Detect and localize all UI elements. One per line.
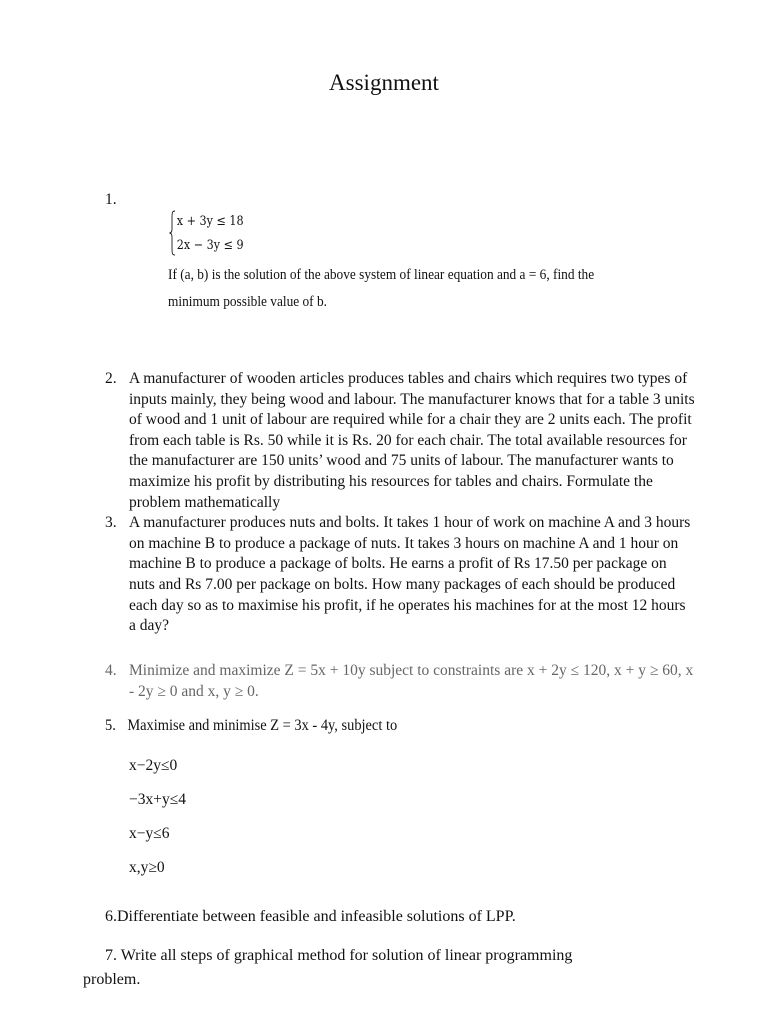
question-5-text: Maximise and minimise Z = 3x - 4y, subject to <box>127 717 398 734</box>
question-5 <box>105 715 397 736</box>
question-1-line: If (a, b) is the solution of the above system of linear equation and a = 6, find the <box>168 267 595 283</box>
question-1-equation-system <box>169 210 244 258</box>
question-5-constraints <box>129 749 186 885</box>
constraint-line: x−y≤6 <box>129 825 170 842</box>
question-3 <box>105 513 695 637</box>
equation-line: x + 3y ≤ 18 <box>176 214 244 229</box>
question-2-number: 2. <box>105 370 117 387</box>
question-4 <box>105 660 695 702</box>
page-title: Assignment <box>329 70 439 95</box>
question-5-number: 5. <box>105 717 116 734</box>
question-3-number: 3. <box>105 514 117 532</box>
question-4-text: Minimize and maximize Z = 5x + 10y subject to constraints are x + 2y ≤ 120, x + y ≥ 60, x - 2y ≥ 0 and x, y ≥ 0. <box>129 662 694 700</box>
question-4-number: 4. <box>105 662 117 679</box>
question-1-number: 1. <box>105 191 117 208</box>
question-1-text <box>168 262 683 316</box>
equation-line: 2x − 3y ≤ 9 <box>176 238 244 253</box>
question-2 <box>105 369 695 513</box>
question-7 <box>83 944 643 992</box>
question-7-line: 7. Write all steps of graphical method for solution of linear programming <box>105 947 573 964</box>
question-2-text: A manufacturer of wooden articles produces tables and chairs which requires two types of inputs mainly, they being wood and labour. The manufacturer knows that for a table 3 units of wood and 1 unit of labour are required while for a chair they are 2 units each. The profit from each table is Rs. 50 while it is Rs. 20 for each chair. The total available resources for the manufacturer are 150 units’ wood and 75 units of labour. The manufacturer wants to maximize his profit by distributing his resources for tables and chairs. Formulate the problem mathematically <box>129 370 695 511</box>
questions-2-3 <box>105 369 695 637</box>
question-7-line: problem. <box>83 971 141 988</box>
question-1-line: minimum possible value of b. <box>168 294 327 310</box>
question-3-text: A manufacturer produces nuts and bolts. It takes 1 hour of work on machine A and 3 hours on machine B to produce a package of nuts. It takes 3 hours on machine A and 1 hour on machine B to produce a package of bolts. He earns a profit of Rs 17.50 per package on nuts and Rs 7.00 per package on bolts. How many packages of each should be produced each day so as to maximise his profit, if he operates his machines for at the most 12 hours a day? <box>129 514 691 635</box>
question-6-text: 6.Differentiate between feasible and infeasible solutions of LPP. <box>105 908 516 925</box>
constraint-line: −3x+y≤4 <box>129 791 186 808</box>
constraint-line: x−2y≤0 <box>129 757 178 774</box>
left-brace-icon <box>169 210 176 256</box>
constraint-line: x,y≥0 <box>129 859 165 876</box>
